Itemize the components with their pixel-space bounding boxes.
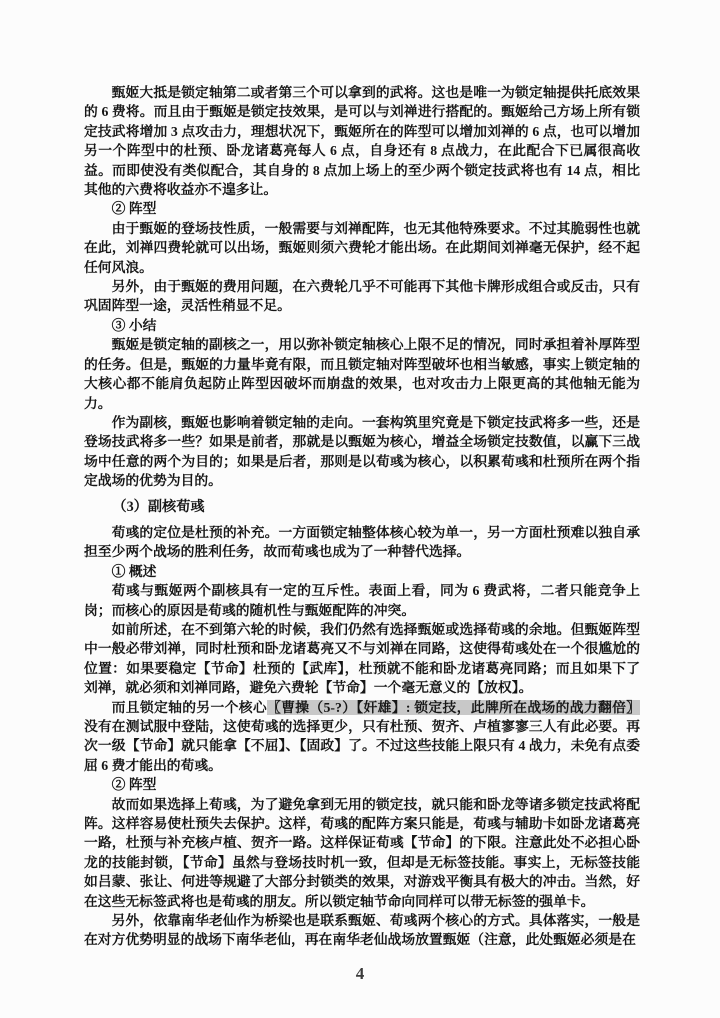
text-run: ② 阵型 bbox=[111, 201, 157, 217]
subheading bbox=[84, 316, 640, 335]
text-run: ① 概述 bbox=[111, 563, 157, 579]
text-run: 另外，依靠南华老仙作为桥梁也是联系甄姬、荀彧两个核心的方式。具体落实，一般是在对方优势明显的战场下南华老仙，再在南华老仙战场放置甄姬（注意，此处甄姬必须是在 bbox=[84, 913, 640, 948]
paragraph bbox=[84, 911, 640, 950]
text-run: 如前所述，在不到第六轮的时候，我们仍然有选择甄姬或选择荀彧的余地。但甄姬阵型中一般必带刘禅，同时杜预和卧龙诸葛亮又不与刘禅在同路，这使得荀彧处在一个很尴尬的位置：如果要稳定【节命】杜预的【武库】，杜预就不能和卧龙诸葛亮同路；而且如果下了刘禅，就必须和刘禅同路，避免六费轮【节命】一个毫无意义的【放权】。 bbox=[84, 621, 640, 696]
text-run: 由于甄姬的登场技性质，一般需要与刘禅配阵，也无其他特殊要求。不过其脆弱性也就在此，刘禅四费轮就可以出场，甄姬则须六费轮才能出场。在此期间刘禅毫无保护，经不起任何风浪。 bbox=[84, 220, 640, 275]
page-number: 4 bbox=[355, 964, 365, 983]
text-run: 荀彧与甄姬两个副核具有一定的互斥性。表面上看，同为 6 费武将，二者只能竞争上岗；而核心的原因是荀彧的随机性与甄姬配阵的冲突。 bbox=[84, 583, 640, 618]
paragraph bbox=[84, 698, 640, 776]
paragraph bbox=[84, 523, 640, 562]
text-run: （3）副核荀彧 bbox=[112, 498, 205, 515]
text-run: 甄姬大抵是锁定轴第二或者第三个可以拿到的武将。这也是唯一为锁定轴提供托底效果的 6 费将。而且由于甄姬是锁定技效果，是可以与刘禅进行搭配的。甄姬给己方场上所有锁定技武将增加 3 点攻击力，理想状况下，甄姬所在的阵型可以增加刘禅的 6 点，也可以增加另一个阵型中的杜预、卧龙诸葛亮每人 6 点，自身还有 8 点战力，在此配合下已属很高收益。而即使没有类似配合，其自身的 8 点加上场上的至少两个锁定技武将也有 14 点，相比其他的六费将收益亦不遑多让。 bbox=[84, 85, 640, 198]
text-run: 另外，由于甄姬的费用问题，在六费轮几乎不可能再下其他卡牌形成组合或反击，只有巩固阵型一途，灵活性稍显不足。 bbox=[84, 279, 640, 314]
text-run: 作为副核，甄姬也影响着锁定轴的走向。一套构筑里究竟是下锁定技武将多一些，还是登场技武将多一些？如果是前者，那就是以甄姬为核心，增益全场锁定技数值，以赢下三战场中任意的两个为目的；如果是后者，那则是以荀彧为核心，以积累荀彧和杜预所在两个指定战场的优势为目的。 bbox=[84, 414, 640, 489]
paragraph bbox=[84, 620, 640, 698]
subheading bbox=[84, 775, 640, 794]
text-run: 甄姬是锁定轴的副核之一，用以弥补锁定轴核心上限不足的情况，同时承担着补厚阵型的任务。但是，甄姬的力量毕竟有限，而且锁定轴对阵型破坏也相当敏感，事实上锁定轴的大核心都不能肩负起防止阵型因破坏而崩盘的效果，也对攻击力上限更高的其他轴无能为力。 bbox=[84, 337, 640, 411]
paragraph bbox=[84, 219, 640, 277]
document-body bbox=[84, 83, 640, 950]
paragraph bbox=[84, 335, 640, 413]
text-run: 荀彧的定位是杜预的补充。一方面锁定轴整体核心较为单一，另一方面杜预难以独自承担至少两个战场的胜利任务，故而荀彧也成为了一种替代选择。 bbox=[84, 524, 640, 560]
paragraph bbox=[84, 581, 640, 620]
text-run: ③ 小结 bbox=[111, 317, 157, 333]
paragraph bbox=[84, 83, 640, 199]
highlighted-card-text: 〖曹操（5-?）【奸雄】: 锁定技，此牌所在战场的战力翻倍〗 bbox=[266, 699, 640, 715]
paragraph bbox=[84, 413, 640, 491]
text-run: 故而如果选择上荀彧，为了避免拿到无用的锁定技，就只能和卧龙等诸多锁定技武将配阵。这样容易使杜预失去保护。这样，荀彧的配阵方案只能是，荀彧与辅助卡如卧龙诸葛亮一路，杜预与补充核卢植、贺齐一路。这样保证荀彧【节命】的下限。注意此处不必担心卧龙的技能封锁，【节命】虽然与登场技时机一致，但却是无标签技能。事实上，无标签技能如吕蒙、张让、何进等规避了大部分封锁类的效果，对游戏平衡具有极大的冲击。当然，好在这些无标签武将也是荀彧的朋友。所以锁定轴节命向同样可以带无标签的强单卡。 bbox=[84, 796, 640, 909]
text-run: 而且锁定轴的另一个核心 bbox=[111, 699, 267, 715]
text-run: ② 阵型 bbox=[111, 777, 157, 793]
paragraph bbox=[84, 277, 640, 316]
paragraph bbox=[84, 795, 640, 911]
section-heading bbox=[84, 498, 640, 517]
subheading bbox=[84, 199, 640, 218]
text-run: 没有在测试服中登陆，这使荀彧的选择更少，只有杜预、贺齐、卢植寥寥三人有此必要。再次一级【节命】就只能拿【不屈】、【固政】了。不过这些技能上限只有 4 战力，未免有点委屈 6 费才能出的荀彧。 bbox=[84, 719, 640, 773]
subheading bbox=[84, 562, 640, 581]
